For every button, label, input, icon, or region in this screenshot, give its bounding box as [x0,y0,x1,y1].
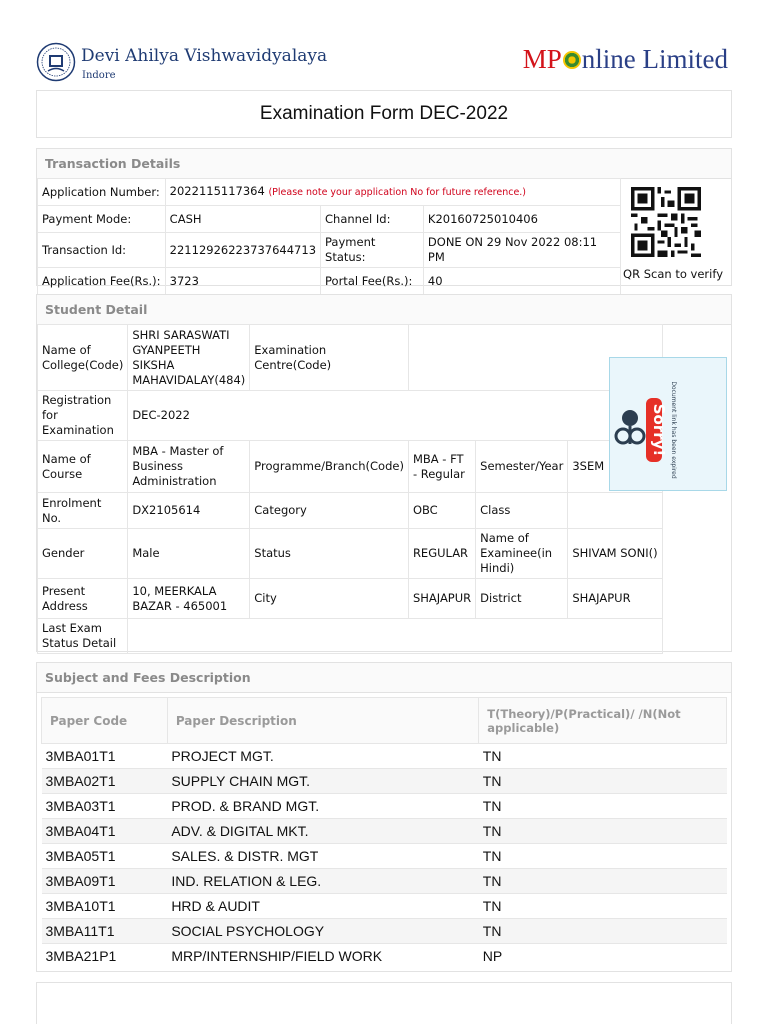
table-row [42,869,727,894]
programme-value: MBA - FT - Regular [408,441,475,493]
transaction-id-label: Transaction Id: [38,233,166,268]
sorry-headline: Sorry! [650,403,668,457]
paper-code: 3MBA03T1 [42,794,168,819]
paper-description: PROD. & BRAND MGT. [167,794,478,819]
semester-label: Semester/Year [476,441,568,493]
city-value: SHAJAPUR [408,579,475,619]
application-number-cell [165,179,620,206]
mponline-logo-prefix: MP [522,44,562,74]
transaction-details-card [36,148,732,286]
portal-fee-label: Portal Fee(Rs.): [321,268,424,295]
table-row [42,919,727,944]
category-label: Category [250,493,409,529]
paper-description: MRP/INTERNSHIP/FIELD WORK [167,944,478,969]
paper-type: TN [479,794,727,819]
programme-label: Programme/Branch(Code) [250,441,409,493]
district-label: District [476,579,568,619]
table-row [42,769,727,794]
mponline-logo [523,44,728,75]
application-fee: 3723 [165,268,320,295]
column-header-paper-description: Paper Description [167,698,478,744]
university-name: Devi Ahilya Vishwavidyalaya [81,46,328,66]
paper-type: TN [479,894,727,919]
gender-value: Male [128,529,250,579]
table-row [42,944,727,969]
payment-status-label: Payment Status: [321,233,424,268]
paper-code: 3MBA21P1 [42,944,168,969]
table-row [42,844,727,869]
status-value: REGULAR [408,529,475,579]
channel-id: K20160725010406 [423,206,620,233]
paper-description: ADV. & DIGITAL MKT. [167,819,478,844]
channel-id-label: Channel Id: [321,206,424,233]
semester-value: 3SEM [568,441,662,493]
college-value: SHRI SARASWATI GYANPEETH SIKSHA MAHAVIDALAY(484) [128,325,250,391]
gender-label: Gender [38,529,128,579]
application-fee-label: Application Fee(Rs.): [38,268,166,295]
class-label: Class [476,493,568,529]
mponline-logo-suffix: nline Limited [581,44,728,74]
column-header-type: T(Theory)/P(Practical)/ /N(Not applicable) [479,698,727,744]
payment-status: DONE ON 29 Nov 2022 08:11 PM [423,233,620,268]
paper-code: 3MBA04T1 [42,819,168,844]
address-label: Present Address [38,579,128,619]
exam-centre-label: Examination Centre(Code) [250,325,409,391]
paper-code: 3MBA09T1 [42,869,168,894]
paper-description: HRD & AUDIT [167,894,478,919]
paper-description: IND. RELATION & LEG. [167,869,478,894]
enrolment-label: Enrolment No. [38,493,128,529]
transaction-details-heading: Transaction Details [37,149,731,179]
student-detail-card [36,294,732,652]
page-header [0,0,768,90]
transaction-table [37,178,621,295]
form-title-card [36,90,732,138]
paper-type: TN [479,869,727,894]
registration-label: Registration for Examination [38,391,128,441]
paper-description: SOCIAL PSYCHOLOGY [167,919,478,944]
paper-type: TN [479,844,727,869]
city-label: City [250,579,409,619]
registration-value: DEC-2022 [128,391,662,441]
sorry-illustration-icon [610,358,727,491]
university-city: Indore [82,70,116,81]
address-value: 10, MEERKALA BAZAR - 465001 [128,579,250,619]
paper-type: TN [479,819,727,844]
paper-description: SALES. & DISTR. MGT [167,844,478,869]
table-row [42,819,727,844]
qr-scan-label: QR Scan to verify [623,267,723,281]
paper-code: 3MBA05T1 [42,844,168,869]
paper-description: SUPPLY CHAIN MGT. [167,769,478,794]
qr-code-icon[interactable] [631,187,701,257]
district-value: SHAJAPUR [568,579,662,619]
university-emblem-icon [36,42,76,82]
mponline-o-emblem-icon [563,51,581,69]
paper-type: TN [479,769,727,794]
transaction-id: 22112926223737644713 [165,233,320,268]
photo-placeholder [609,357,727,491]
table-row [42,894,727,919]
examinee-hindi-value: SHIVAM SONI() [568,529,662,579]
application-number-label: Application Number: [38,179,166,206]
category-value: OBC [408,493,475,529]
footer-card [36,982,732,1024]
status-label: Status [250,529,409,579]
examinee-hindi-label: Name of Examinee(in Hindi) [476,529,568,579]
payment-mode: CASH [165,206,320,233]
paper-description: PROJECT MGT. [167,744,478,769]
paper-code: 3MBA01T1 [42,744,168,769]
sorry-caption: Document link has been expired [670,381,677,479]
column-header-paper-code: Paper Code [42,698,168,744]
college-label: Name of College(Code) [38,325,128,391]
application-number: 2022115117364 [169,184,265,198]
paper-type: TN [479,919,727,944]
class-value [568,493,662,529]
last-exam-value [128,619,662,654]
subject-table [41,697,727,969]
subject-fees-card [36,662,732,972]
student-detail-heading: Student Detail [37,295,731,325]
subject-fees-heading: Subject and Fees Description [37,663,731,693]
table-row [42,794,727,819]
paper-code: 3MBA02T1 [42,769,168,794]
student-table [37,324,663,654]
form-title: Examination Form DEC-2022 [259,103,509,124]
course-value: MBA - Master of Business Administration [128,441,250,493]
paper-code: 3MBA10T1 [42,894,168,919]
application-note: (Please note your application No for future reference.) [268,187,527,198]
paper-code: 3MBA11T1 [42,919,168,944]
enrolment-value: DX2105614 [128,493,250,529]
table-row [42,744,727,769]
course-label: Name of Course [38,441,128,493]
paper-type: TN [479,744,727,769]
portal-fee: 40 [423,268,620,295]
subject-table-header [42,698,727,744]
last-exam-label: Last Exam Status Detail [38,619,128,654]
paper-type: NP [479,944,727,969]
payment-mode-label: Payment Mode: [38,206,166,233]
